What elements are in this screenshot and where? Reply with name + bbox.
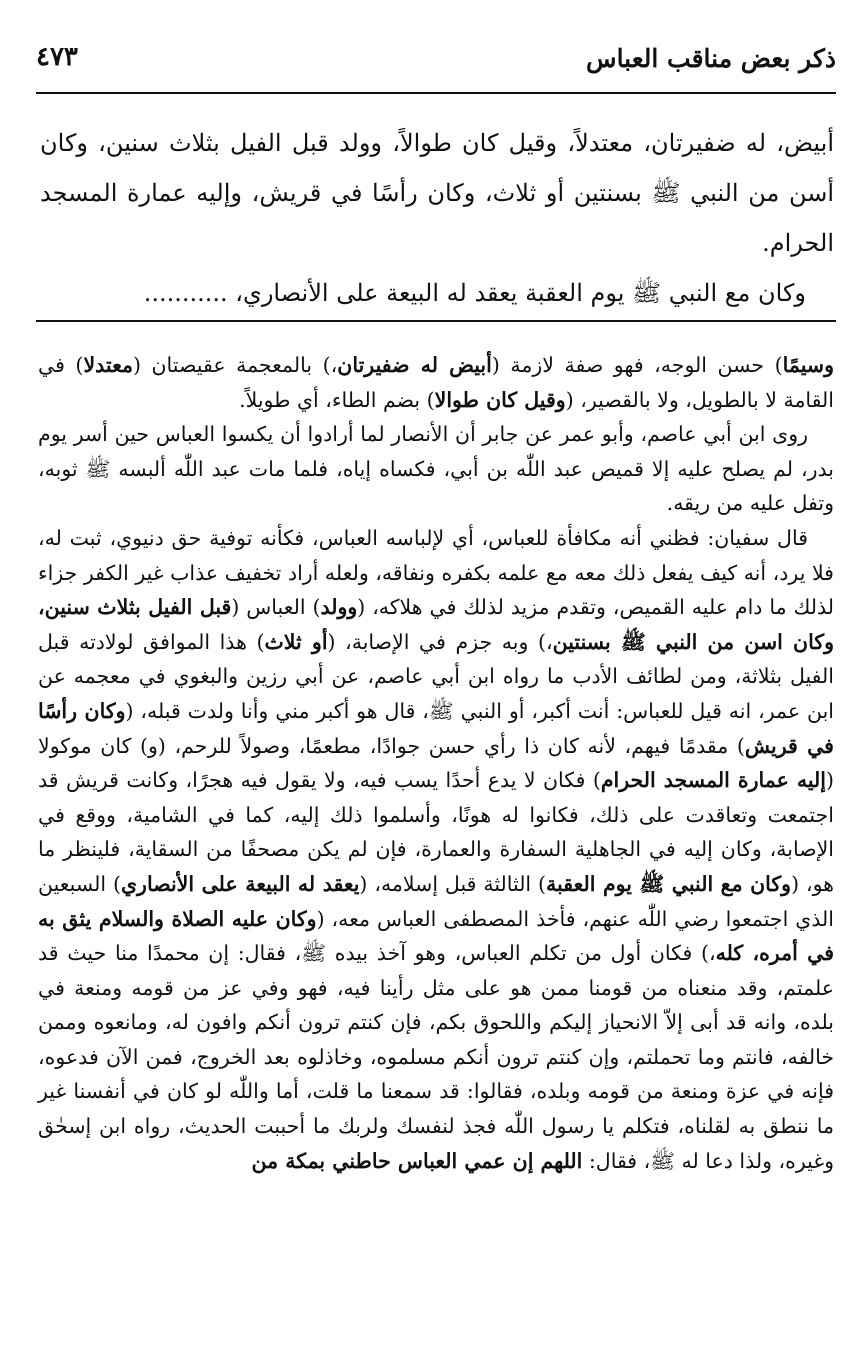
commentary-bold-segment: قبل الفيل بثلاث سنين، وكان اسن من النبي ﷺ بسنتين: [38, 595, 834, 654]
commentary-bold-segment: وكان مع النبي ﷺ يوم العقبة: [546, 871, 792, 896]
commentary-bold-segment: وسيمًا: [782, 353, 835, 377]
commentary-text: [38, 348, 834, 1178]
commentary-bold-segment: معتدلا: [83, 353, 133, 377]
commentary-segment: ) العباس (: [231, 595, 321, 620]
commentary-paragraph: روى ابن أبي عاصم، وأبو عمر عن جابر أن الأنصار لما أرادوا أن يكسوا العباس حين أسر يوم بدر، لم يصلح عليه إلا قميص عبد اللّٰه بن أبي، فكساه إياه، فلما مات عبد اللّٰه ألبسه ﷺ ثوبه، وتفل عليه من ريقه.: [38, 422, 834, 516]
commentary-segment: ) في القامة لا بالطويل، ولا بالقصير، (: [38, 353, 834, 412]
commentary-segment: قال سفيان: فظني أنه مكافأة للعباس، أي لإلباسه العباس، فكأنه توفية حق دنيوي، ثبت له، فلا يرد، أنه كيف يفعل ذلك معه مع علمه بكفره ونفاقه، ولعله أراد تخفيف عذاب غير الكفر جزاء لذلك ما دام عليه القميص، وتقدم مزيد لذلك في هلاكه، (: [38, 525, 834, 620]
commentary-segment: ) بضم الطاء، أي طويلاً.: [239, 387, 435, 412]
commentary-segment: ) السبعين الذي اجتمعوا رضي اللّٰه عنهم، فأخذ المصطفى العباس معه، (: [38, 871, 834, 931]
commentary-bold-segment: وكان رأسًا في قريش: [38, 698, 834, 758]
commentary-bold-segment: اللهم إن عمي العباس حاطني بمكة من: [251, 1148, 583, 1173]
commentary-bold-segment: إليه عمارة المسجد الحرام: [600, 768, 826, 793]
main-text: [40, 118, 834, 318]
running-title: ذكر بعض مناقب العباس: [586, 44, 836, 73]
commentary-bold-segment: وكان عليه الصلاة والسلام يثق به في أمره، كله: [38, 906, 834, 966]
page-number: ٤٧٣: [36, 42, 78, 72]
main-text-paragraph: أبيض، له ضفيرتان، معتدلاً، وقيل كان طوالاً، وولد قبل الفيل بثلاث سنين، وكان أسن من النبي ﷺ بسنتين أو ثلاث، وكان رأسًا في قريش، وإليه عمارة المسجد الحرام.: [40, 129, 835, 257]
commentary-paragraph: [38, 521, 834, 1178]
page-header: [36, 40, 836, 86]
commentary-segment: ) الثالثة قبل إسلامه، (: [359, 871, 547, 896]
commentary-segment: ،) بالمعجمة عقيصتان (: [132, 353, 338, 377]
separator-rule: [36, 320, 836, 322]
commentary-segment: ،) فكان أول من تكلم العباس، وهو آخذ بيده ﷺ، فقال: إن محمدًا منا حيث قد علمتم، وقد منعناه من قومنا ممن هو على مثل رأينا فيه، فهو وفي عز من قومه ومنعة في بلده، وانه قد أبى إلاّ الانحياز إليكم واللحوق بكم، فإن كنتم ترون أنكم وافون له، ومانعوه وممن خالفه، فانتم وما تحملتم، وإن كنتم ترون أنكم مسلموه، وخاذلوه بعد الخروج، فمن الآن فدعوه، فإنه في عزة ومنعة من قومه وبلده، فقالوا: قد سمعنا ما قلت، أما واللّٰه لو كان في أنفسنا غير ما ننطق به لقلناه، فتكلم يا رسول اللّٰه فجذ لنفسك ولربك ما أحببت الحديث، رواه ابن إسحٰق وغيره، ولذا دعا له ﷺ، فقال:: [38, 941, 834, 1173]
commentary-segment: ) هذا الموافق لولادته قبل الفيل بثلاثة، ومن لطائف الأدب ما رواه ابن أبي عاصم، عن أبي رزين والبغوي في معجمه عن ابن عمر، انه قيل للعباس: أنت أكبر، أو النبي ﷺ، قال هو أكبر مني وأنا ولدت قبله، (: [38, 629, 834, 723]
commentary-segment: ) فكان لا يدع أحدًا يسب فيه، ولا يقول فيه هجرًا، وكانت قريش قد اجتمعت وتعاقدت على ذلك، فكانوا له هونًا، وأسلموا ذلك إليه، كما في الشامية، ووقع في الإصابة، وكان إليه في الجاهلية السفارة والعمارة، فإن لم يكن مصحفًا من السقاية، فلينظر ما هو، (: [38, 768, 834, 896]
commentary-bold-segment: أبيض له ضفيرتان: [337, 353, 492, 377]
commentary-segment: ،) وبه جزم في الإصابة، (: [327, 629, 553, 654]
commentary-bold-segment: يعقد له البيعة على الأنصاري: [121, 871, 360, 896]
commentary-bold-segment: أو ثلاث: [264, 629, 328, 654]
commentary-segment: ) مقدمًا فيهم، لأنه كان ذا رأي حسن جوادًا، مطعمًا، وصولاً للرحم، (و) كان موكولا (: [38, 733, 834, 793]
header-rule: [36, 92, 836, 94]
commentary-bold-segment: وقيل كان طوالا: [434, 387, 566, 412]
main-text-paragraph: وكان مع النبي ﷺ يوم العقبة يعقد له البيعة على الأنصاري، ...........: [143, 279, 806, 307]
commentary-paragraph: [38, 348, 834, 417]
commentary-segment: ) حسن الوجه، فهو صفة لازمة (: [491, 353, 783, 377]
commentary-bold-segment: وولد: [320, 595, 358, 620]
